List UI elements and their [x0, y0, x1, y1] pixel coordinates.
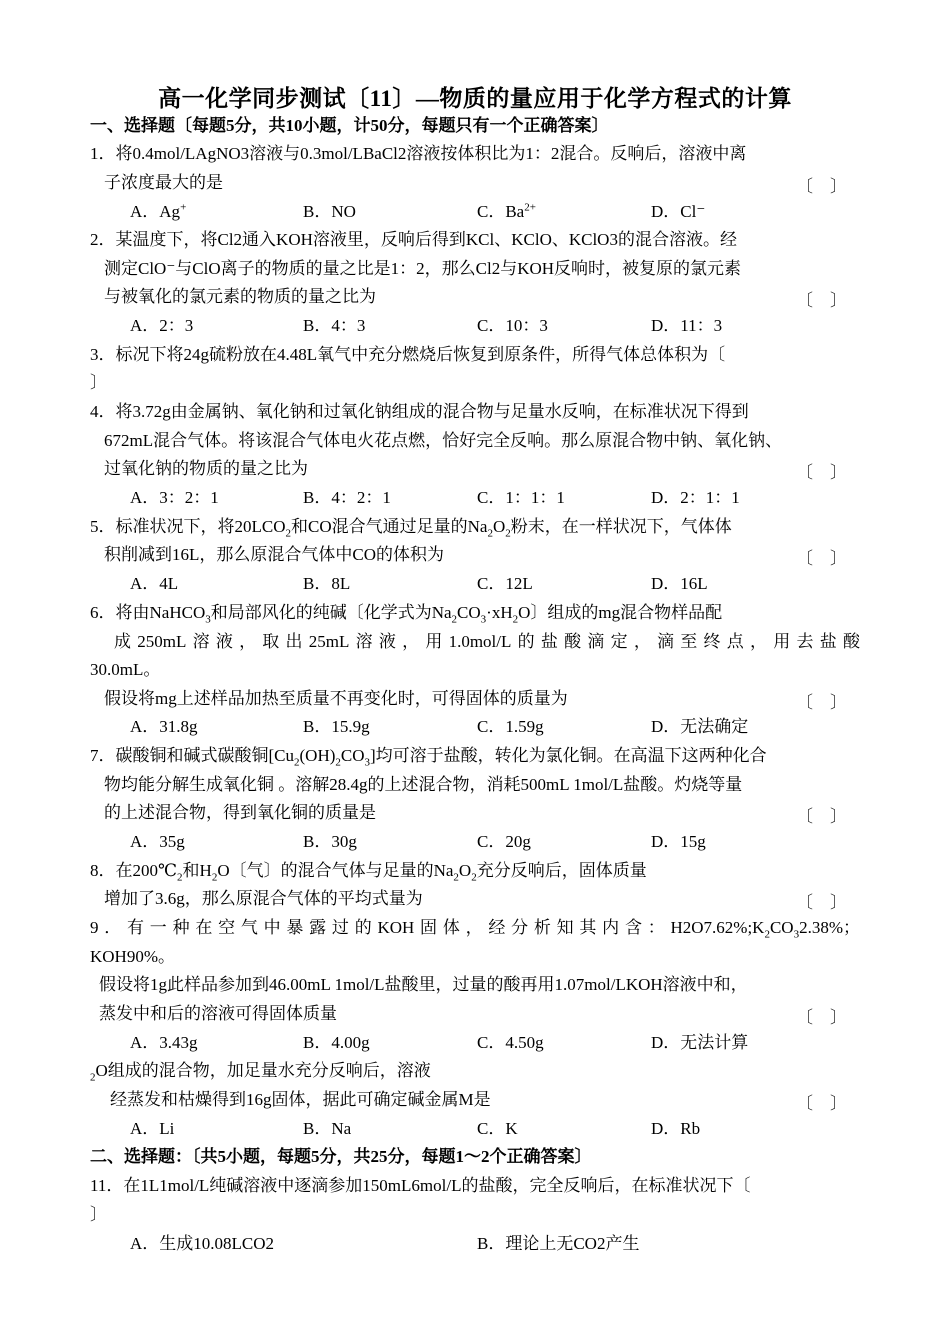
q9-option-b: B．4.00g — [303, 1033, 370, 1052]
q11-option-a: A．生成10.08LCO2 — [130, 1234, 275, 1253]
q6-option-b: B．15.9g — [303, 717, 370, 736]
q6-line-2: 成250mL溶液，取出25mL溶液，用1.0mol/L的盐酸滴定，滴至终点，用去盐酸 — [114, 632, 860, 651]
q8-answer-paren: 〔 〕 — [796, 893, 847, 912]
q6-option-d: D．无法确定 — [651, 717, 749, 736]
q10-option-a: A．Li — [130, 1119, 175, 1138]
q1-option-c: C．$Ba^{2+}$ — [477, 201, 536, 221]
q4-line-2: 672mL混合气体。将该混合气体电火花点燃，恰好完全反响。那么原混合物中钠、氧化钠、 — [104, 431, 783, 450]
q7-option-a: A．35g — [130, 832, 185, 851]
q9-line-4: 蒸发中和后的溶液可得固体质量 — [99, 1004, 337, 1023]
q5-line-2: 积削减到16L，那么原混合气体中CO的体积为 — [104, 545, 444, 564]
q5-option-c: C．12L — [477, 574, 533, 593]
q7-line-2: 物均能分解生成氧化铜 。溶解28.4g的上述混合物，消耗500mL 1mol/L盐酸。灼烧等量 — [104, 775, 743, 794]
q5-answer-paren: 〔 〕 — [796, 549, 847, 568]
q6-line-4: 假设将mg上述样品加热至质量不再变化时，可得固体的质量为 — [104, 689, 568, 708]
q10-option-d: D．Rb — [651, 1119, 701, 1138]
q9-option-a: A．3.43g — [130, 1033, 198, 1052]
q11-line-1: 11．在1L1mol/L纯碱溶液中逐滴参加150mL6mol/L的盐酸，完全反响后，在标准状况下〔 — [90, 1176, 751, 1195]
section-1-heading: 一、选择题〔每题5分，共10小题，计50分，每题只有一个正确答案〕 — [90, 116, 609, 135]
q6-option-a: A．31.8g — [130, 717, 198, 736]
q9-option-d: D．无法计算 — [651, 1033, 749, 1052]
q6-line-1: 6．将由NaHCO$_3$和局部风化的纯碱〔化学式为$Na_2CO_3\cdot xH_2O$〕组成的mg混合物样品配 — [90, 603, 723, 626]
q4-option-a: A．3：2：1 — [130, 488, 219, 507]
q11-option-b: B．理论上无CO2产生 — [477, 1234, 640, 1253]
q3-line-1: 3．标况下将24g硫粉放在4.48L氧气中充分燃烧后恢复到原条件，所得气体总体积为〔 — [90, 345, 726, 364]
q7-line-1: 7．碳酸铜和碱式碳酸铜$[Cu_2(OH)_2CO_3]$均可溶于盐酸，转化为氯化铜。在高温下这两种化合 — [90, 746, 767, 769]
q4-line-3: 过氧化钠的物质的量之比为 — [104, 459, 308, 478]
q4-option-c: C．1：1：1 — [477, 488, 565, 507]
section-2-heading: 二、选择题：〔共5小题，每题5分，共25分，每题1～2个正确答案〕 — [90, 1147, 592, 1166]
q3-line-2: 〕 — [90, 373, 107, 392]
q2-option-b: B．4：3 — [303, 316, 366, 335]
q1-option-a: A．Ag+ — [130, 201, 187, 221]
q8-line-2: 增加了3.6g，那么原混合气体的平均式量为 — [104, 889, 423, 908]
q9-option-c: C．4.50g — [477, 1033, 544, 1052]
q7-option-c: C．20g — [477, 832, 531, 851]
q5-option-b: B．8L — [303, 574, 351, 593]
q9-line-1: 9．有一种在空气中暴露过的KOH固体，经分析知其内含：$H2O7.62\%;K_2CO_32.38\%$； — [90, 918, 860, 941]
q6-option-c: C．1.59g — [477, 717, 544, 736]
q4-option-d: D．2：1：1 — [651, 488, 740, 507]
q10-option-b: B．Na — [303, 1119, 352, 1138]
q4-option-b: B．4：2：1 — [303, 488, 391, 507]
q1-line-1: 1．将0.4mol/LAgNO3溶液与0.3mol/LBaCl2溶液按体积比为1：2混合。反响后，溶液中离 — [90, 144, 747, 163]
q7-line-3: 的上述混合物，得到氧化铜的质量是 — [104, 803, 376, 822]
q10-option-c: C．K — [477, 1119, 518, 1138]
page-title: 高一化学同步测试〔11〕—物质的量应用于化学方程式的计算 — [158, 86, 792, 111]
q9-line-3: 假设将1g此样品参加到46.00mL 1mol/L盐酸里，过量的酸再用1.07mol/LKOH溶液中和， — [99, 975, 748, 994]
q1-line-2: 子浓度最大的是 — [104, 173, 223, 192]
q2-option-c: C．10：3 — [477, 316, 548, 335]
q5-option-d: D．16L — [651, 574, 708, 593]
q7-answer-paren: 〔 〕 — [796, 807, 847, 826]
q1-option-b: B．NO — [303, 202, 356, 221]
q10-line-1: $_2$O组成的混合物，加足量水充分反响后，溶液 — [90, 1061, 431, 1084]
q2-option-d: D．11：3 — [651, 316, 723, 335]
q5-option-a: A．4L — [130, 574, 179, 593]
q2-answer-paren: 〔 〕 — [796, 291, 847, 310]
q5-line-1: 5．标准状况下，将$20LCO_2$和CO混合气通过足量的$Na_2O_2$粉末，在一样状况下，气体体 — [90, 517, 732, 540]
q7-option-d: D．15g — [651, 832, 706, 851]
q4-answer-paren: 〔 〕 — [796, 463, 847, 482]
q2-option-a: A．2：3 — [130, 316, 194, 335]
q10-line-2: 经蒸发和枯燥得到16g固体，据此可确定碱金属M是 — [110, 1090, 491, 1109]
q2-line-2: 测定ClO⁻与ClO离子的物质的量之比是1：2，那么Cl2与KOH反响时，被复原的氯元素 — [104, 259, 742, 278]
q4-line-1: 4．将3.72g由金属钠、氧化钠和过氧化钠组成的混合物与足量水反响，在标准状况下得到 — [90, 402, 749, 421]
q1-answer-paren: 〔 〕 — [796, 177, 847, 196]
q8-line-1: 8．在$200℃_2$和$H_2O$〔气〕的混合气体与足量的$Na_2O_2$充分反响后，固体质量 — [90, 861, 647, 884]
q10-answer-paren: 〔 〕 — [796, 1094, 847, 1113]
q2-line-1: 2．某温度下，将Cl2通入KOH溶液里，反响后得到KCl、KClO、KClO3的混合溶液。经 — [90, 230, 737, 249]
q11-line-2: 〕 — [90, 1205, 107, 1224]
q6-line-3: 30.0mL。 — [90, 660, 161, 679]
q9-line-2: KOH90%。 — [90, 947, 175, 966]
q6-answer-paren: 〔 〕 — [796, 693, 847, 712]
q1-option-d: D．Cl⁻ — [651, 202, 706, 221]
q9-answer-paren: 〔 〕 — [796, 1008, 847, 1027]
q2-line-3: 与被氧化的氯元素的物质的量之比为 — [104, 287, 376, 306]
q7-option-b: B．30g — [303, 832, 357, 851]
